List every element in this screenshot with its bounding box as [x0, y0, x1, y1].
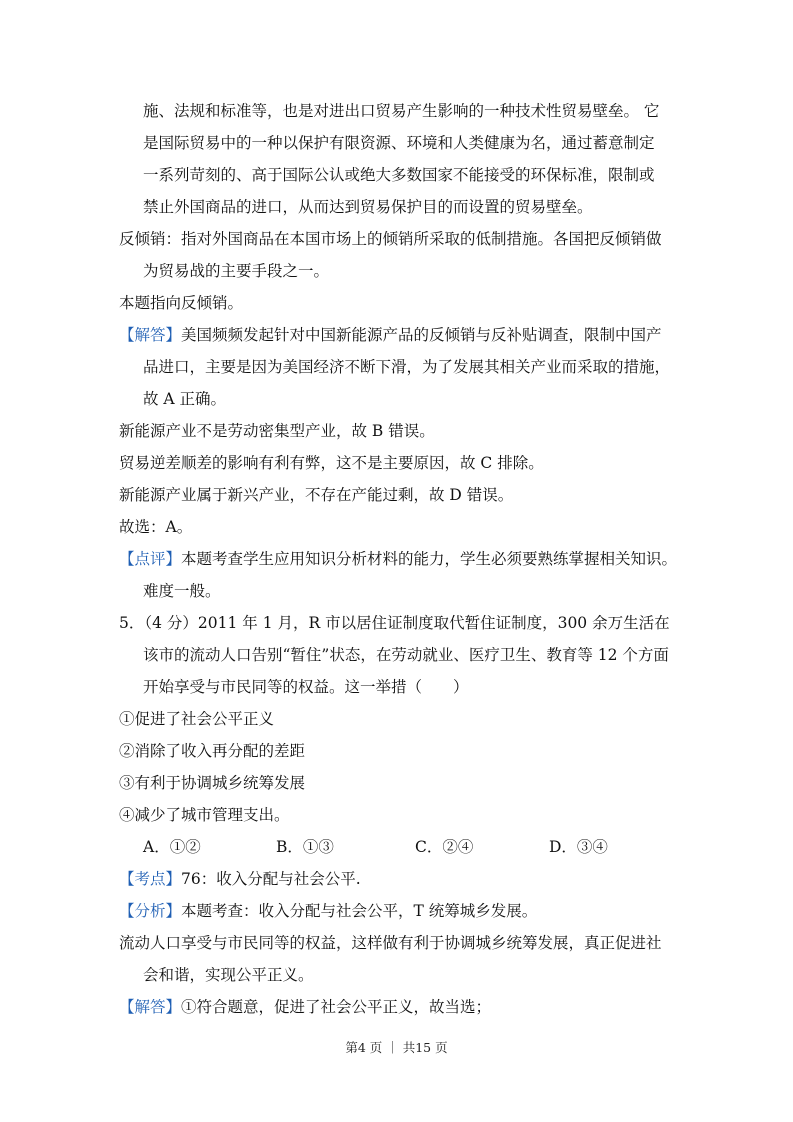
text-line: 会和谐，实现公平正义。 [143, 966, 314, 984]
analysis-text: 本题考查：收入分配与社会公平，T 统筹城乡发展。 [181, 902, 538, 920]
analysis-tag: 【分析】 [119, 902, 182, 920]
option-c: C．②④ [415, 838, 474, 856]
option-b: B．①③ [276, 838, 334, 856]
answer-text: 美国频频发起针对中国新能源产品的反倾销与反补贴调查，限制中国产 [181, 326, 662, 344]
answer-options [143, 836, 608, 858]
text-line: 是国际贸易中的一种以保护有限资源、环境和人类健康为名，通过蓄意制定 [143, 134, 655, 152]
comment-text: 本题考查学生应用知识分析材料的能力，学生必须要熟练掌握相关知识。 [181, 550, 678, 568]
text-line: 为贸易战的主要手段之一。 [143, 262, 330, 280]
option-a: A．①② [143, 838, 201, 856]
text-line: 难度一般。 [143, 582, 221, 600]
analysis-line [119, 900, 537, 922]
answer-line [119, 996, 491, 1018]
answer-text: ①符合题意，促进了社会公平正义，故当选； [181, 998, 492, 1016]
text-line: 新能源产业属于新兴产业，不存在产能过剩，故 D 错误。 [119, 486, 514, 504]
text-line: 新能源产业不是劳动密集型产业，故 B 错误。 [119, 422, 435, 440]
text-line: 禁止外国商品的进口，从而达到贸易保护目的而设置的贸易壁垒。 [143, 198, 593, 216]
statement-item: ②消除了收入再分配的差距 [119, 742, 306, 760]
statement-item: ④减少了城市管理支出。 [119, 806, 290, 824]
comment-line [119, 548, 677, 570]
text-line: 流动人口享受与市民同等的权益，这样做有利于协调城乡统筹发展，真正促进社 [119, 934, 662, 952]
comment-tag: 【点评】 [119, 550, 182, 568]
text-line: 一系列苛刻的、高于国际公认或绝大多数国家不能接受的环保标准，限制或 [143, 166, 655, 184]
text-line: 故选：A。 [119, 518, 193, 536]
option-d: D．③④ [549, 838, 608, 856]
text-line: 反倾销：指对外国商品在本国市场上的倾销所采取的低制措施。各国把反倾销做 [119, 230, 662, 248]
text-line: 品进口，主要是因为美国经济不断下滑，为了发展其相关产业而采取的措施， [143, 358, 671, 376]
answer-line [119, 324, 662, 346]
text-line: 贸易逆差顺差的影响有利有弊，这不是主要原因，故 C 排除。 [119, 454, 544, 472]
question-stem: 该市的流动人口告别“暂住”状态，在劳动就业、医疗卫生、教育等 12 个方面 [143, 646, 669, 664]
answer-tag: 【解答】 [119, 998, 182, 1016]
statement-item: ③有利于协调城乡统筹发展 [119, 774, 306, 792]
text-line: 本题指向反倾销。 [119, 294, 244, 312]
keypoint-text: 76：收入分配与社会公平. [181, 870, 361, 888]
page-footer: 第4 页 ｜ 共15 页 [345, 1040, 448, 1055]
statement-item: ①促进了社会公平正义 [119, 710, 275, 728]
question-stem: 开始享受与市民同等的权益。这一举措（ ） [143, 678, 469, 696]
question-stem: 5．（4 分）2011 年 1 月，R 市以居住证制度取代暂住证制度，300 余万生活在 [119, 614, 670, 632]
text-line: 故 A 正确。 [143, 390, 227, 408]
answer-tag: 【解答】 [119, 326, 182, 344]
keypoint-line [119, 868, 361, 890]
text-line: 施、法规和标准等，也是对进出口贸易产生影响的一种技术性贸易壁垒。 它 [143, 102, 660, 120]
keypoint-tag: 【考点】 [119, 870, 182, 888]
